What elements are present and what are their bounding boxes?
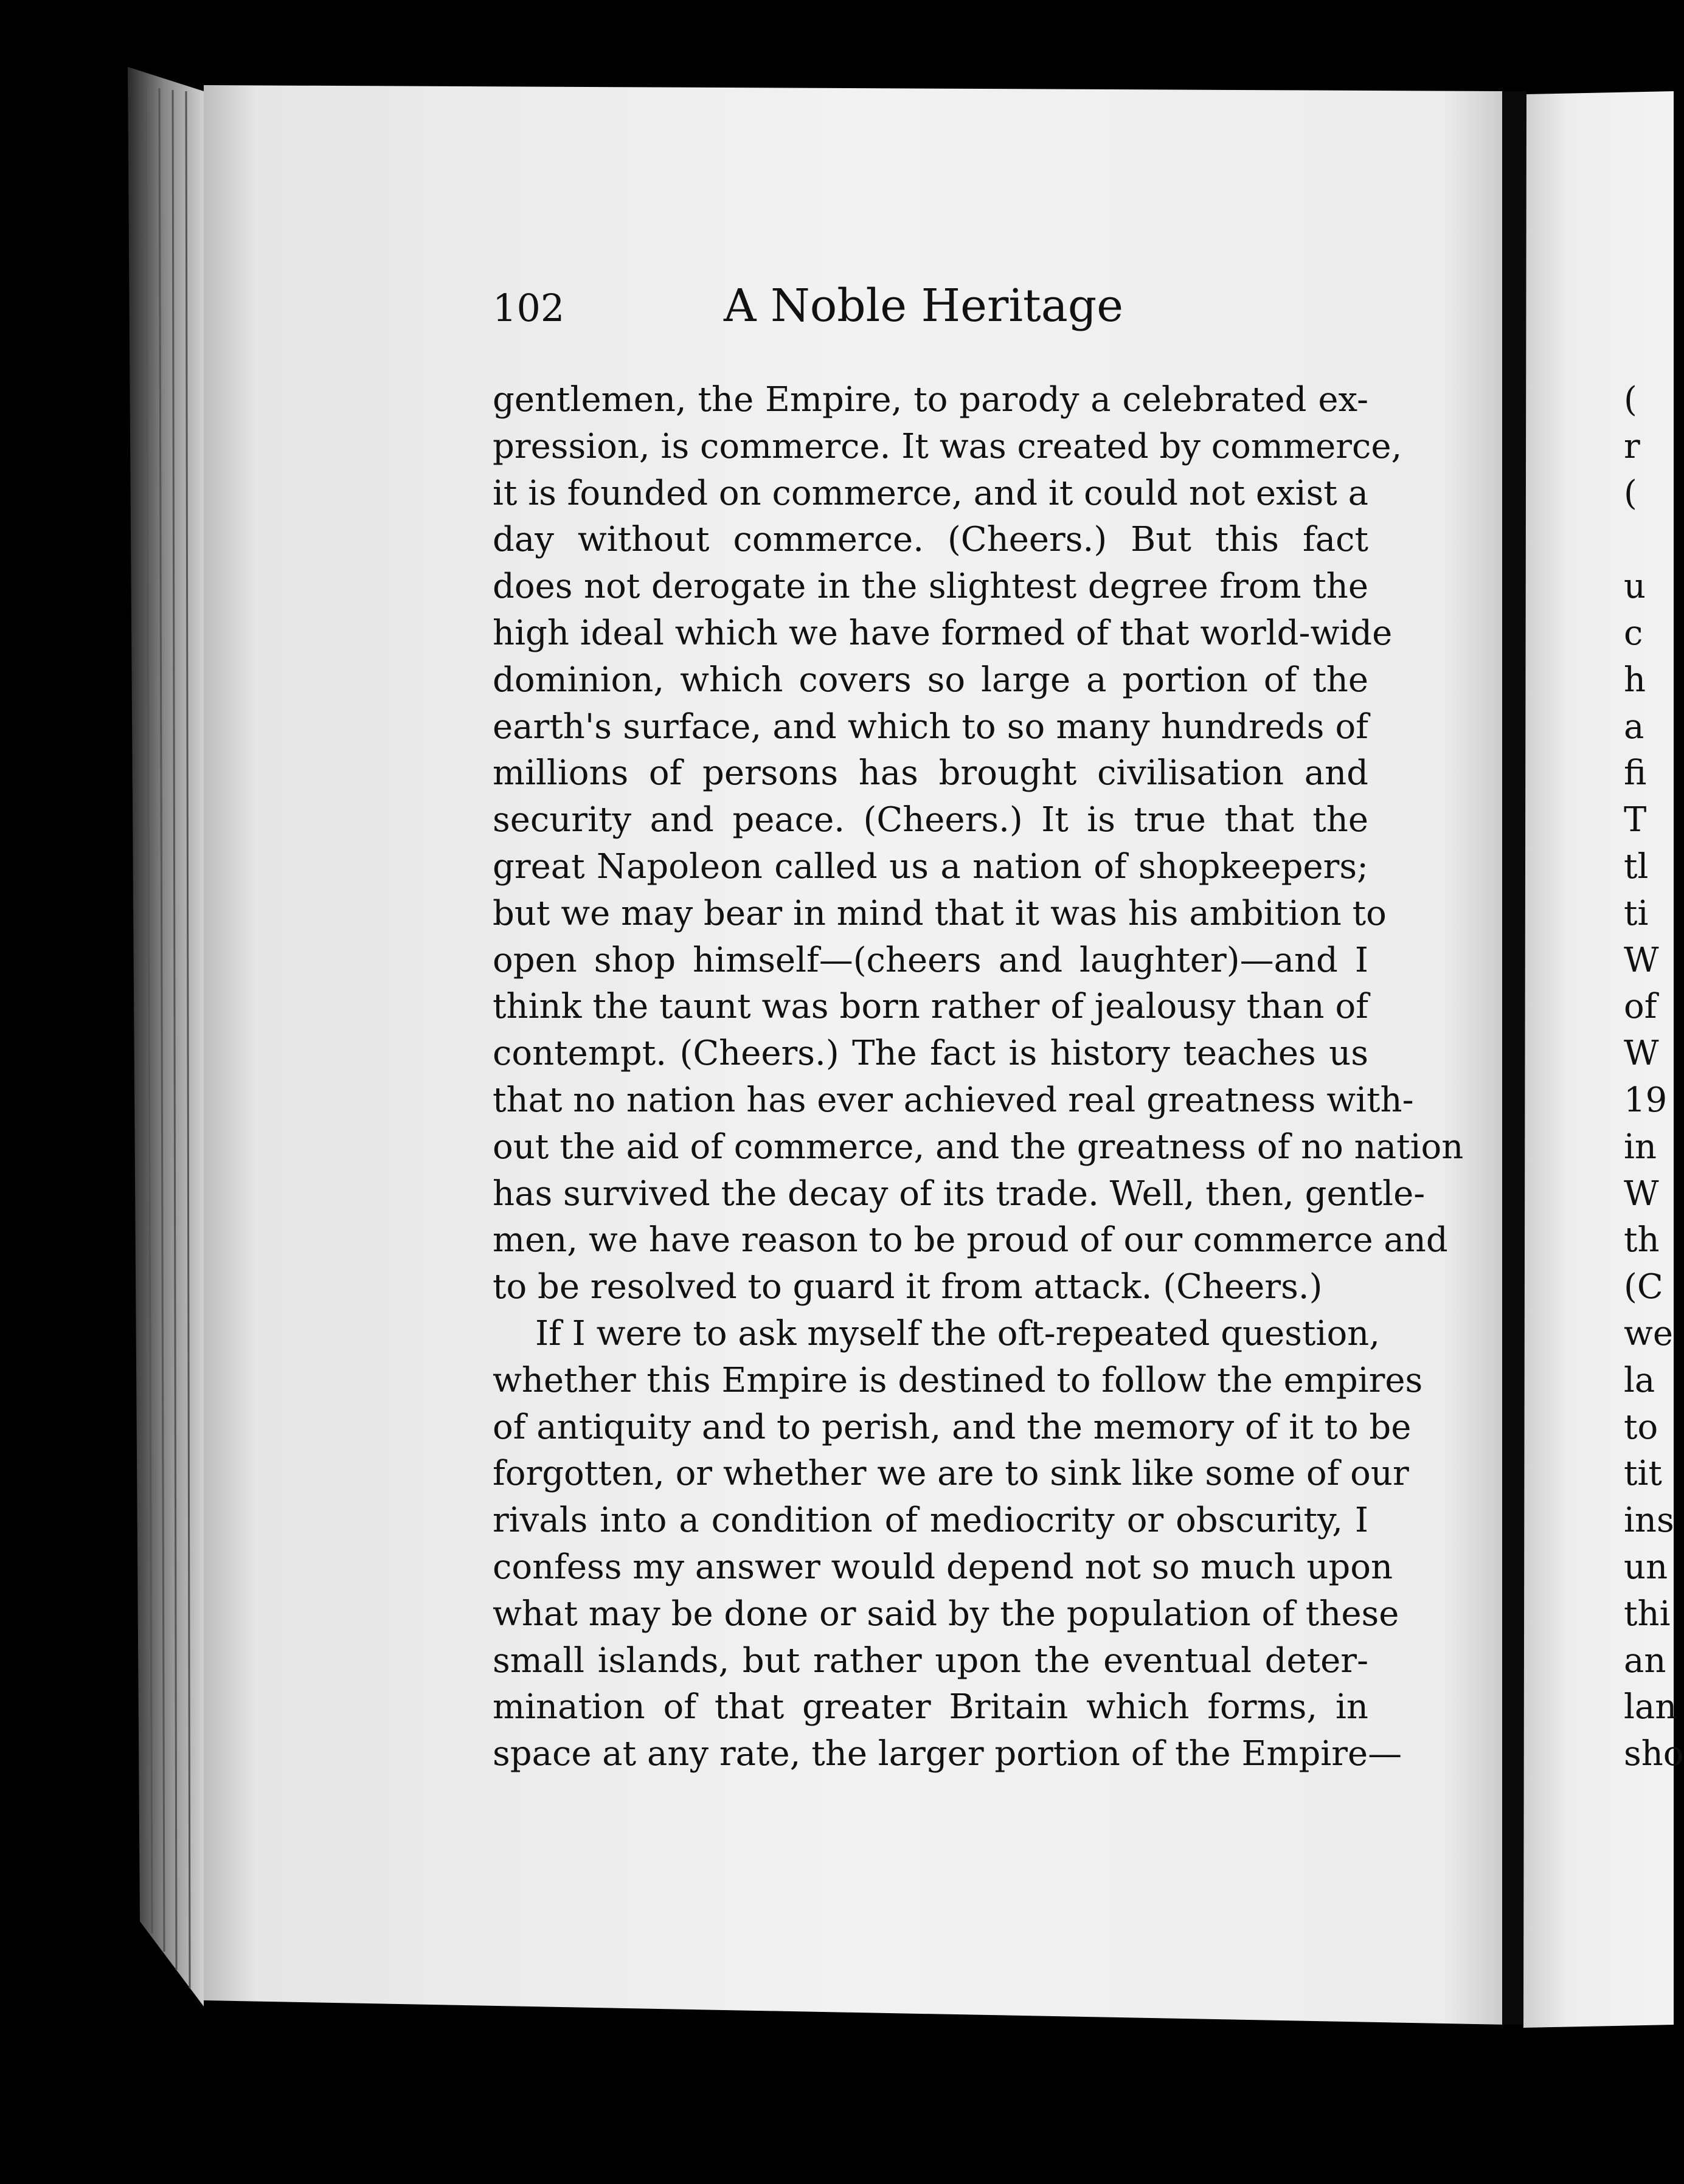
facing-page-fragment: h	[1624, 660, 1646, 700]
facing-page-fragment: lan	[1624, 1687, 1677, 1727]
facing-page-fragment: (	[1624, 380, 1637, 420]
facing-page-text	[1624, 377, 1684, 1778]
page-edges	[128, 67, 204, 2006]
text-line: men, we have reason to be proud of our commerce and	[493, 1220, 1448, 1260]
paragraph	[493, 377, 1464, 1311]
facing-page-fragment: tit	[1624, 1454, 1662, 1494]
text-line: what may be done or said by the population of these	[493, 1594, 1399, 1634]
facing-page-fragment: ins	[1624, 1501, 1674, 1541]
left-page-text	[493, 280, 1464, 1778]
text-line: contempt. (Cheers.) The fact is history teaches us	[493, 1034, 1368, 1074]
text-line: great Napoleon called us a nation of shopkeepers;	[493, 846, 1368, 886]
facing-page-fragment: a	[1624, 707, 1644, 747]
facing-page-fragment: we	[1624, 1313, 1674, 1353]
text-line: high ideal which we have formed of that world-wide	[493, 613, 1393, 653]
text-line: small islands, but rather upon the eventual deter-	[493, 1640, 1368, 1681]
facing-page-fragment: (C	[1624, 1267, 1663, 1307]
text-line: rivals into a condition of mediocrity or obscurity, I	[493, 1501, 1368, 1541]
facing-page-fragment: an	[1624, 1640, 1666, 1681]
facing-page-fragment: tl	[1624, 846, 1649, 886]
text-line: to be resolved to guard it from attack. (Cheers.)	[493, 1267, 1323, 1307]
facing-page-fragment: la	[1624, 1360, 1655, 1400]
text-line: does not derogate in the slightest degree from the	[493, 567, 1368, 607]
text-line: security and peace. (Cheers.) It is true that the	[493, 800, 1368, 840]
page-number: 102	[493, 286, 565, 330]
text-line: open shop himself—(cheers and laughter)—and I	[493, 940, 1368, 980]
facing-page-fragment: fi	[1624, 753, 1647, 793]
text-line: space at any rate, the larger portion of the Empire—	[493, 1734, 1402, 1774]
facing-page-fragment: ti	[1624, 893, 1649, 933]
paragraph	[493, 1311, 1423, 1778]
facing-page-fragment: in	[1624, 1127, 1657, 1167]
text-line: of antiquity and to perish, and the memory of it to be	[493, 1407, 1412, 1447]
page-header	[493, 280, 1368, 377]
text-line: think the taunt was born rather of jealousy than of	[493, 987, 1368, 1027]
text-line: but we may bear in mind that it was his ambition to	[493, 893, 1387, 933]
text-line: dominion, which covers so large a portion of the	[493, 660, 1368, 700]
facing-page-fragment: W	[1624, 940, 1659, 980]
body-text	[493, 377, 1464, 1778]
facing-page-fragment	[1624, 517, 1674, 564]
text-line: mination of that greater Britain which forms, in	[493, 1687, 1368, 1727]
facing-page-fragment: 19	[1624, 1080, 1668, 1120]
text-line: day without commerce. (Cheers.) But this fact	[493, 520, 1368, 560]
text-line: If I were to ask myself the oft-repeated question,	[535, 1313, 1381, 1353]
text-line: gentlemen, the Empire, to parody a celebrated ex-	[493, 380, 1368, 420]
text-line: earth's surface, and which to so many hundreds of	[493, 707, 1368, 747]
text-line: confess my answer would depend not so much upon	[493, 1547, 1393, 1587]
facing-page-fragment: W	[1624, 1173, 1659, 1214]
facing-page-fragment: (	[1624, 473, 1637, 513]
text-line: pression, is commerce. It was created by commerce,	[493, 426, 1402, 466]
facing-page-fragment: u	[1624, 567, 1646, 607]
facing-page-fragment: r	[1624, 426, 1640, 466]
running-head: A Noble Heritage	[724, 280, 1124, 332]
text-line: out the aid of commerce, and the greatness of no nation	[493, 1127, 1464, 1167]
text-line: forgotten, or whether we are to sink like some of our	[493, 1454, 1409, 1494]
facing-page-fragment: thi	[1624, 1594, 1671, 1634]
text-line: whether this Empire is destined to follow the empires	[493, 1360, 1423, 1400]
facing-page-fragment: T	[1624, 800, 1647, 840]
facing-page-fragment: W	[1624, 1034, 1659, 1074]
facing-page-fragment: to	[1624, 1407, 1658, 1447]
facing-page-fragment: th	[1624, 1220, 1660, 1260]
facing-page-fragment: of	[1624, 987, 1657, 1027]
facing-page-fragment: c	[1624, 613, 1643, 653]
facing-page-fragment: un	[1624, 1547, 1668, 1587]
text-line: that no nation has ever achieved real greatness with-	[493, 1080, 1414, 1120]
book-gutter	[1502, 91, 1526, 2025]
text-line: has survived the decay of its trade. Well, then, gentle-	[493, 1173, 1426, 1214]
text-line: it is founded on commerce, and it could not exist a	[493, 473, 1368, 513]
facing-page-fragment: sho	[1624, 1734, 1684, 1774]
text-line: millions of persons has brought civilisation and	[493, 753, 1368, 793]
